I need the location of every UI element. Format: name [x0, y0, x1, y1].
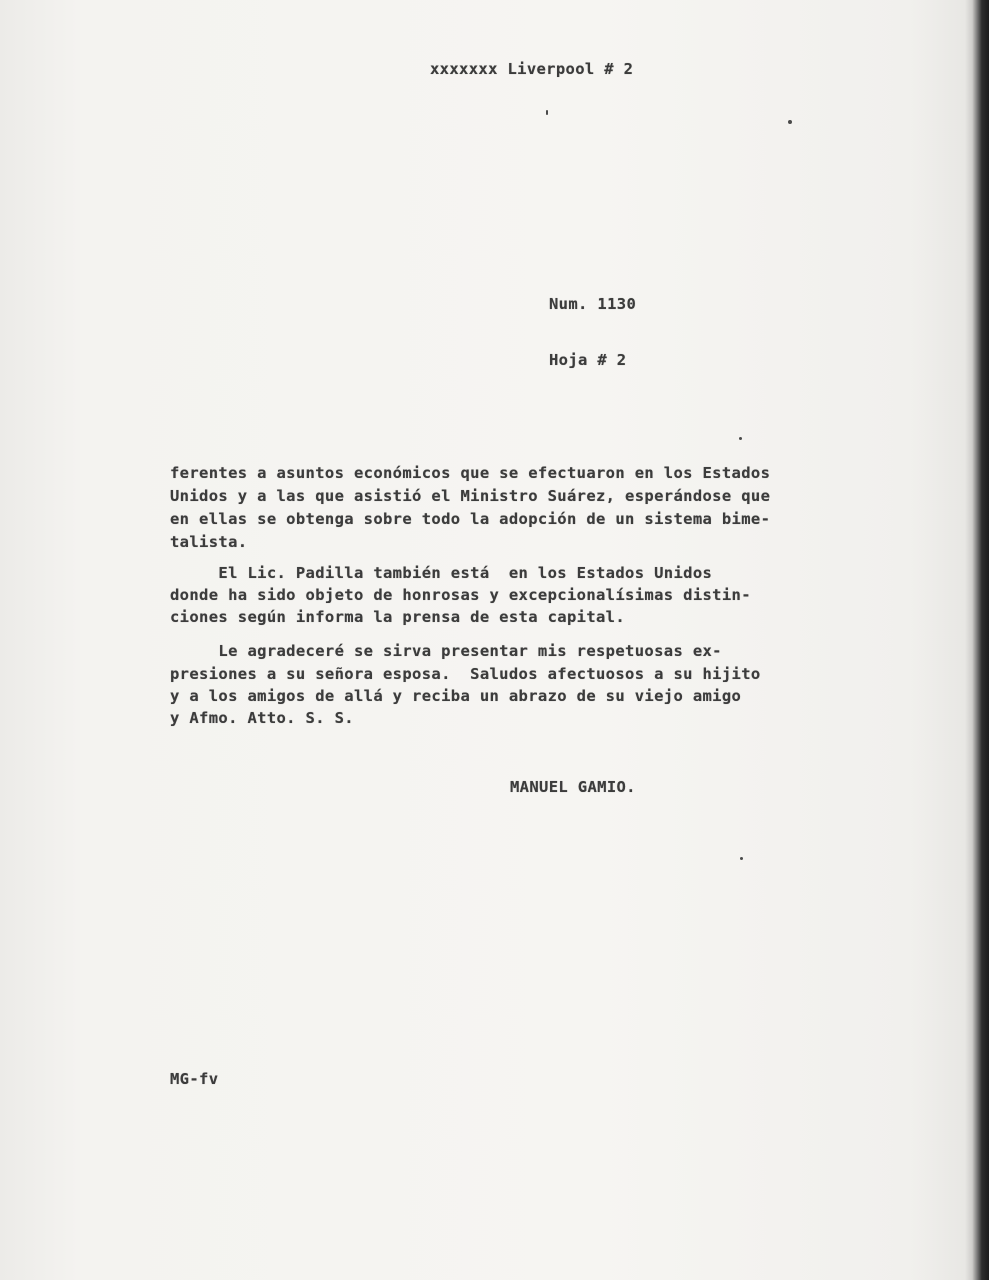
body-line: ferentes a asuntos económicos que se efectuaron en los Estados: [170, 464, 771, 482]
typist-initials: MG-fv: [170, 1070, 219, 1088]
scan-speck: [788, 120, 792, 124]
body-line: en ellas se obtenga sobre todo la adopción de un sistema bime-: [170, 510, 771, 528]
body-line: talista.: [170, 533, 248, 551]
body-line: ciones según informa la prensa de esta capital.: [170, 608, 626, 626]
body-line: Le agradeceré se sirva presentar mis respetuosas ex-: [170, 642, 722, 660]
body-line: y Afmo. Atto. S. S.: [170, 709, 354, 727]
sheet-number: Hoja # 2: [549, 351, 627, 369]
body-line: presiones a su señora esposa. Saludos afectuosos a su hijito: [170, 665, 761, 683]
document-number: Num. 1130: [549, 295, 637, 313]
scan-speck: [546, 110, 548, 115]
body-line: El Lic. Padilla también está en los Estados Unidos: [170, 564, 713, 582]
signature: MANUEL GAMIO.: [510, 778, 636, 796]
scan-edge: [965, 0, 989, 1280]
body-line: donde ha sido objeto de honrosas y excepcionalísimas distin-: [170, 586, 751, 604]
body-line: Unidos y a las que asistió el Ministro Suárez, esperándose que: [170, 487, 771, 505]
header-reference: xxxxxxx Liverpool # 2: [430, 60, 634, 78]
body-line: y a los amigos de allá y reciba un abrazo de su viejo amigo: [170, 687, 742, 705]
scan-speck: [739, 437, 742, 440]
scan-speck: [740, 857, 743, 860]
